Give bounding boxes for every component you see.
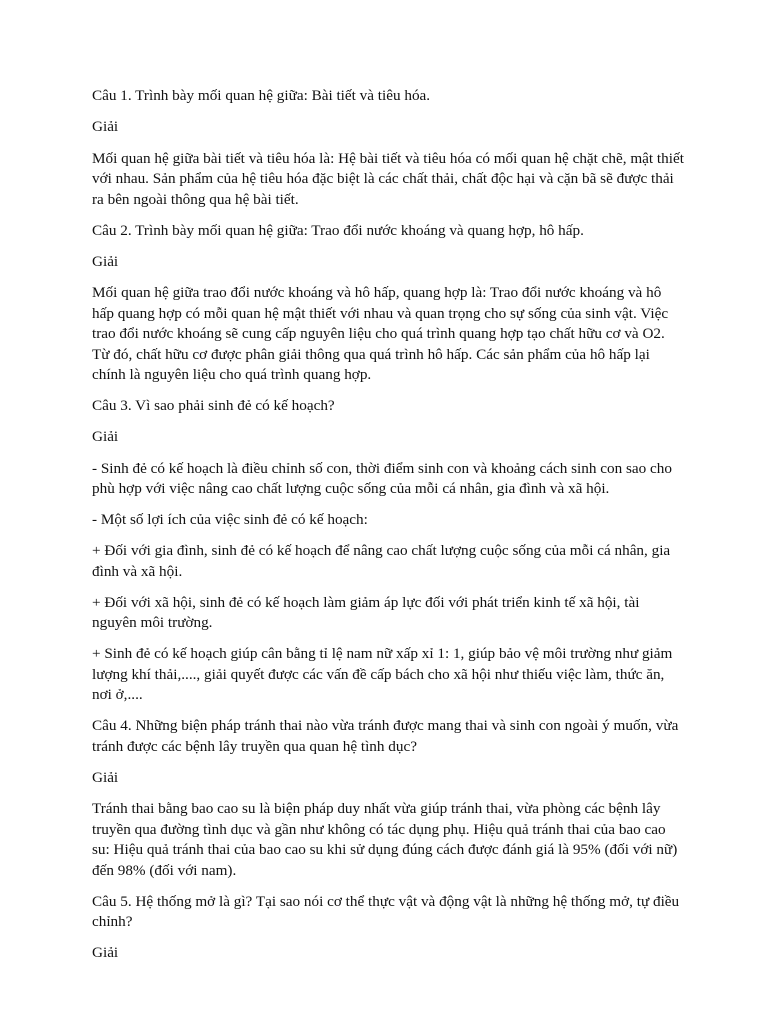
answer-paragraph: - Một số lợi ích của việc sinh đẻ có kế hoạch:	[92, 511, 368, 528]
solution-heading: Giải	[92, 768, 119, 786]
answer-paragraph: - Sinh đẻ có kế hoạch là điều chỉnh số con, thời điểm sinh con và khoảng cách sinh con sao cho phù hợp với việc nâng cao chất lượng cuộc sống của mỗi cá nhân, gia đình và xã hội.	[92, 459, 672, 497]
document-page	[92, 86, 684, 975]
question-3: Câu 3. Vì sao phải sinh đẻ có kế hoạch?	[92, 397, 335, 414]
solution-heading: Giải	[92, 252, 119, 270]
solution-heading: Giải	[92, 944, 119, 961]
answer-paragraph: Mối quan hệ giữa trao đổi nước khoáng và hô hấp, quang hợp là: Trao đổi nước khoáng và hô hấp quang hợp có mỗi quan hệ mật thiết với nhau và quan trọng cho sự sống của sinh vật. Việc trao đổi nước khoáng sẽ cung cấp nguyên liệu cho quá trình quang hợp tạo chất hữu cơ và O2. Từ đó, chất hữu cơ được phân giải thông qua quá trình hô hấp. Các sản phẩm của hô hấp lại chính là nguyên liệu cho quá trình quang hợp.	[92, 284, 669, 383]
solution-heading: Giải	[92, 118, 119, 135]
answer-bullet: + Đối với gia đình, sinh đẻ có kế hoạch để nâng cao chất lượng cuộc sống của mỗi cá nhân, gia đình và xã hội.	[92, 542, 671, 580]
question-1: Câu 1. Trình bày mối quan hệ giữa: Bài tiết và tiêu hóa.	[92, 87, 431, 104]
answer-bullet: + Đối với xã hội, sinh đẻ có kế hoạch làm giảm áp lực đối với phát triển kinh tế xã hội, tài nguyên môi trường.	[92, 593, 640, 631]
solution-heading: Giải	[92, 428, 119, 445]
answer-paragraph: Tránh thai bằng bao cao su là biện pháp duy nhất vừa giúp tránh thai, vừa phòng các bệnh lây truyền qua đường tình dục và gần như không có tác dụng phụ. Hiệu quả tránh thai của bao cao su: Hiệu quả tránh thai của bao cao su khi sử dụng đúng cách được đánh giá là 95% (đối với nữ) đến 98% (đối với nam).	[92, 800, 678, 879]
question-4: Câu 4. Những biện pháp tránh thai nào vừa tránh được mang thai và sinh con ngoài ý muốn, vừa tránh được các bệnh lây truyền qua quan hệ tình dục?	[92, 717, 679, 755]
answer-bullet: + Sinh đẻ có kế hoạch giúp cân bằng tỉ lệ nam nữ xấp xỉ 1: 1, giúp bảo vệ môi trường như giảm lượng khí thải,...., giải quyết được các vấn đề cấp bách cho xã hội như thiếu việc làm, thức ăn, nơi ở,....	[92, 645, 673, 703]
question-2: Câu 2. Trình bày mối quan hệ giữa: Trao đổi nước khoáng và quang hợp, hô hấp.	[92, 221, 584, 239]
answer-paragraph: Mối quan hệ giữa bài tiết và tiêu hóa là: Hệ bài tiết và tiêu hóa có mối quan hệ chặt chẽ, mật thiết với nhau. Sản phẩm của hệ tiêu hóa đặc biệt là các chất thải, chất độc hại và cặn bã sẽ được thải ra bên ngoài thông qua hệ bài tiết.	[92, 149, 684, 208]
question-5: Câu 5. Hệ thống mở là gì? Tại sao nói cơ thể thực vật và động vật là những hệ thống mở, tự điều chỉnh?	[92, 892, 680, 930]
